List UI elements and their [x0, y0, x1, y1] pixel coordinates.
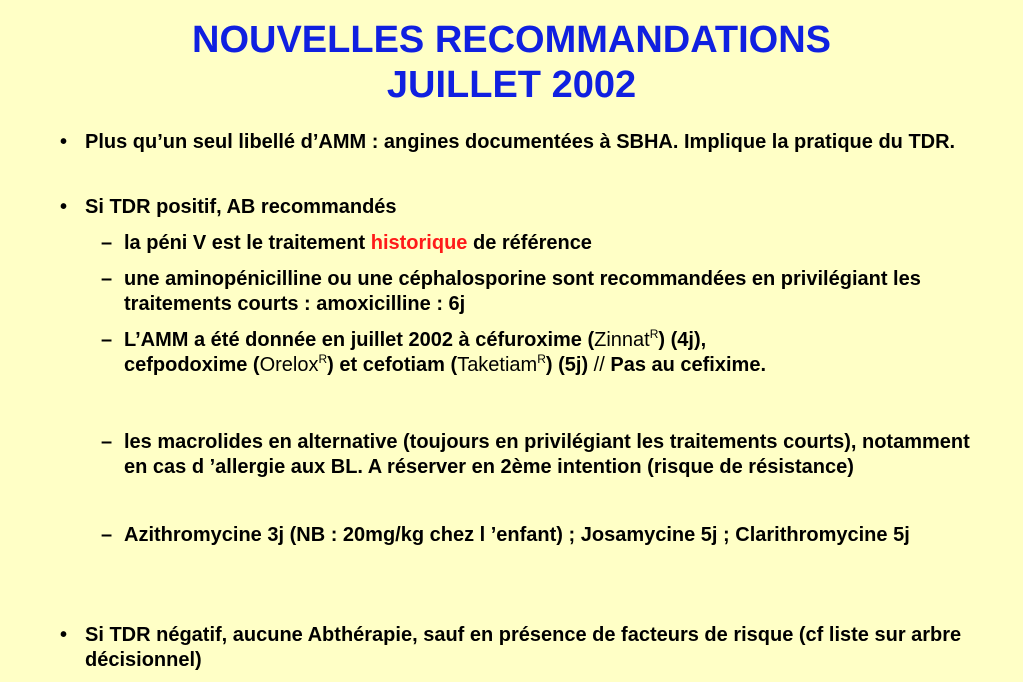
bullet-marker: •: [60, 624, 68, 646]
brand-zinnat: Zinnat: [594, 329, 650, 351]
dash-marker: –: [101, 232, 113, 254]
slide-title-line-2: JUILLET 2002: [386, 64, 637, 106]
sub-text-aminopenicilline: une aminopénicilline ou une céphalosporine sont recommandées en privilégiant les traitements courts : amoxicilline : 6j: [124, 268, 921, 315]
registered-mark: R: [318, 352, 328, 366]
text-run: de référence: [467, 232, 592, 254]
separator-slashes: //: [593, 354, 605, 376]
brand-taketiam: Taketiam: [457, 354, 538, 376]
sub-text-azithromycine: Azithromycine 3j (NB : 20mg/kg chez l ’enfant) ; Josamycine 5j ; Clarithromycine 5j: [124, 524, 910, 546]
bullet-text-tdr-negatif: Si TDR négatif, aucune Abthérapie, sauf en présence de facteurs de risque (cf liste sur arbre décisionnel): [85, 624, 962, 671]
dash-marker: –: [101, 268, 113, 290]
sub-text-peni-v: [124, 231, 984, 256]
text-run: ) (4j),: [658, 329, 707, 351]
sub-text-amm-cefuroxime: [124, 328, 984, 378]
text-run: cefpodoxime (: [124, 354, 260, 376]
text-run: la péni V est le traitement: [124, 232, 371, 254]
slide-title: [0, 18, 1023, 108]
bullet-text-amm: Plus qu’un seul libellé d’AMM : angines documentées à SBHA. Implique la pratique du TDR.: [85, 131, 956, 153]
dash-marker: –: [101, 431, 113, 453]
text-run: ) (5j): [545, 354, 594, 376]
slide-title-line-1: NOUVELLES RECOMMANDATIONS: [192, 19, 831, 61]
text-run: ) et cefotiam (: [327, 354, 458, 376]
sub-text-macrolides: les macrolides en alternative (toujours en privilégiant les traitements courts), notamment en cas d ’allergie aux BL. A réserver en 2ème intention (risque de résistance): [124, 431, 970, 478]
registered-mark: R: [649, 327, 659, 341]
bullet-marker: •: [60, 131, 68, 153]
registered-mark: R: [537, 352, 546, 366]
dash-marker: –: [101, 329, 113, 351]
brand-orelox: Orelox: [259, 354, 319, 376]
bullet-text-tdr-positif: Si TDR positif, AB recommandés: [85, 196, 397, 218]
text-run: L’AMM a été donnée en juillet 2002 à céfuroxime (: [124, 329, 595, 351]
text-run: Pas au cefixime.: [604, 354, 766, 376]
bullet-marker: •: [60, 196, 68, 218]
highlight-historique: historique: [370, 232, 468, 254]
dash-marker: –: [101, 524, 113, 546]
